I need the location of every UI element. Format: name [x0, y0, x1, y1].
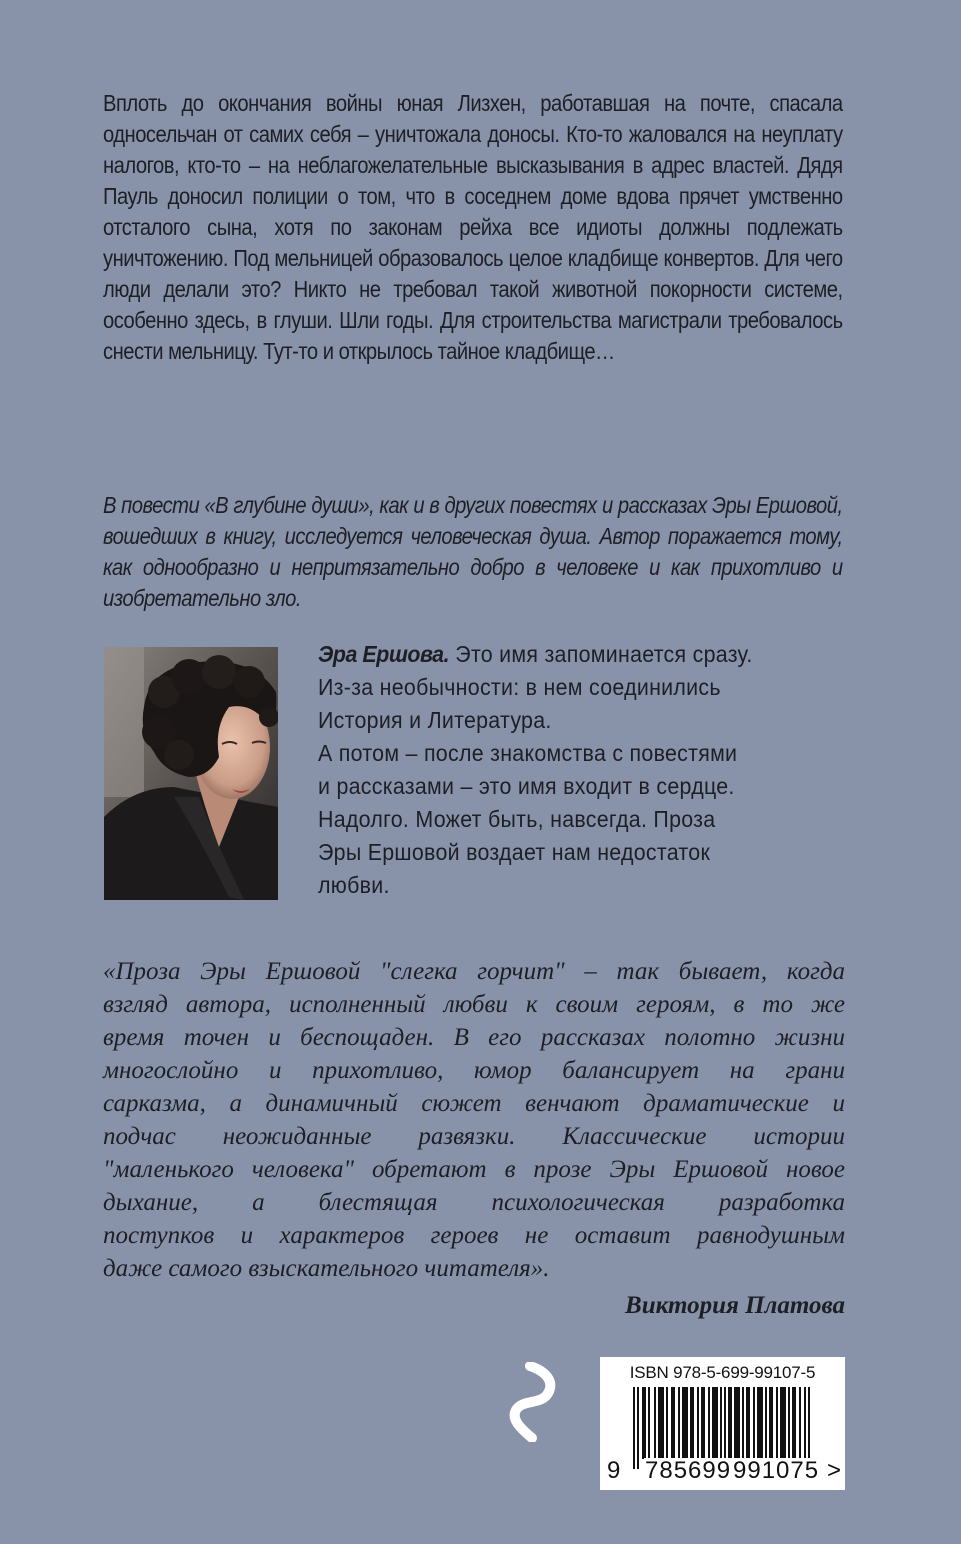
- review-quote-line: подчас неожиданные развязки. Классические истории: [103, 1123, 845, 1150]
- author-bio-line: Эры Ершовой воздает нам недостаток: [318, 839, 711, 865]
- isbn-barcode: [600, 1357, 845, 1490]
- author-photo: [104, 647, 278, 900]
- author-name: Эра Ершова.: [318, 641, 450, 667]
- isbn-label: ISBN 978-5-699-99107-5: [629, 1363, 816, 1382]
- reviewer-name: Виктория Платова: [625, 1292, 845, 1319]
- author-bio-line: А потом – после знакомства с повестями: [318, 740, 738, 766]
- review-quote-line: "маленького человека" обретают в прозе Эры Ершовой новое: [103, 1156, 845, 1183]
- synopsis-text: Вплоть до окончания войны юная Лизхен, работавшая на почте, спасала односельчан от самих себя – уничтожала доносы. Кто-то жаловался на неуплату налогов, кто-то – на неблагожелательные высказывания в адрес властей. Дядя Пауль доносил полиции о том, что в соседнем доме вдова прячет умственно отсталого сына, хотя по законам рейха все идиоты должны подлежать уничтожению. Под мельницей образовалось целое кладбище конвертов. Для чего люди делали это? Никто не требовал такой животной покорности системе, особенно здесь, в глуши. Шли годы. Для строительства магистрали требовалось снести мельницу. Тут-то и открылось тайное кладбище…: [103, 90, 843, 364]
- review-quote-line: время точен и беспощаден. В его рассказах полотно жизни: [103, 1024, 845, 1051]
- author-bio-line: Эра Ершова. Это имя запоминается сразу.: [318, 641, 753, 667]
- review-quote-line: даже самого взыскательного читателя».: [103, 1255, 550, 1282]
- ean-right-group: 991075: [733, 1457, 820, 1484]
- teaser-text: В повести «В глубине души», как и в других повестях и рассказах Эры Ершовой, вошедших в книгу, исследуется человеческая душа. Автор поражается тому, как однообразно и непритязательно добро в человеке и как прихотливо и изобретательно зло.: [103, 492, 843, 611]
- review-quote-line: дыхание, а блестящая психологическая разработка: [103, 1189, 845, 1216]
- synopsis-paragraph: [103, 88, 843, 367]
- review-quote: [103, 955, 845, 1285]
- ean-quiet-zone-mark: >: [827, 1457, 843, 1484]
- teaser-paragraph: [103, 490, 843, 614]
- ean-first-digit: 9: [607, 1457, 622, 1484]
- review-quote-line: многослойно и прихотливо, юмор балансирует на грани: [103, 1057, 845, 1084]
- author-bio: [318, 638, 755, 902]
- author-bio-line: История и Литература.: [318, 707, 552, 733]
- author-portrait-image: [104, 647, 278, 900]
- review-quote-line: «Проза Эры Ершовой "слегка горчит" – так бывает, когда: [103, 958, 845, 985]
- publisher-swirl-logo-icon: [502, 1362, 564, 1442]
- ean-left-group: 785699: [645, 1457, 732, 1484]
- author-bio-line: любви.: [318, 872, 390, 898]
- author-bio-line: и рассказами – это имя входит в сердце.: [318, 773, 735, 799]
- author-bio-line: Из-за необычности: в нем соединились: [318, 674, 721, 700]
- ean-digits: [606, 1456, 841, 1484]
- author-bio-line: Надолго. Может быть, навсегда. Проза: [318, 806, 716, 832]
- review-quote-line: сарказма, а динамичный сюжет венчают драматические и: [103, 1090, 845, 1117]
- review-quote-line: поступков и характеров героев не оставит равнодушным: [103, 1222, 845, 1249]
- review-quote-line: взгляд автора, исполненный любви к своим героям, в то же: [103, 991, 845, 1018]
